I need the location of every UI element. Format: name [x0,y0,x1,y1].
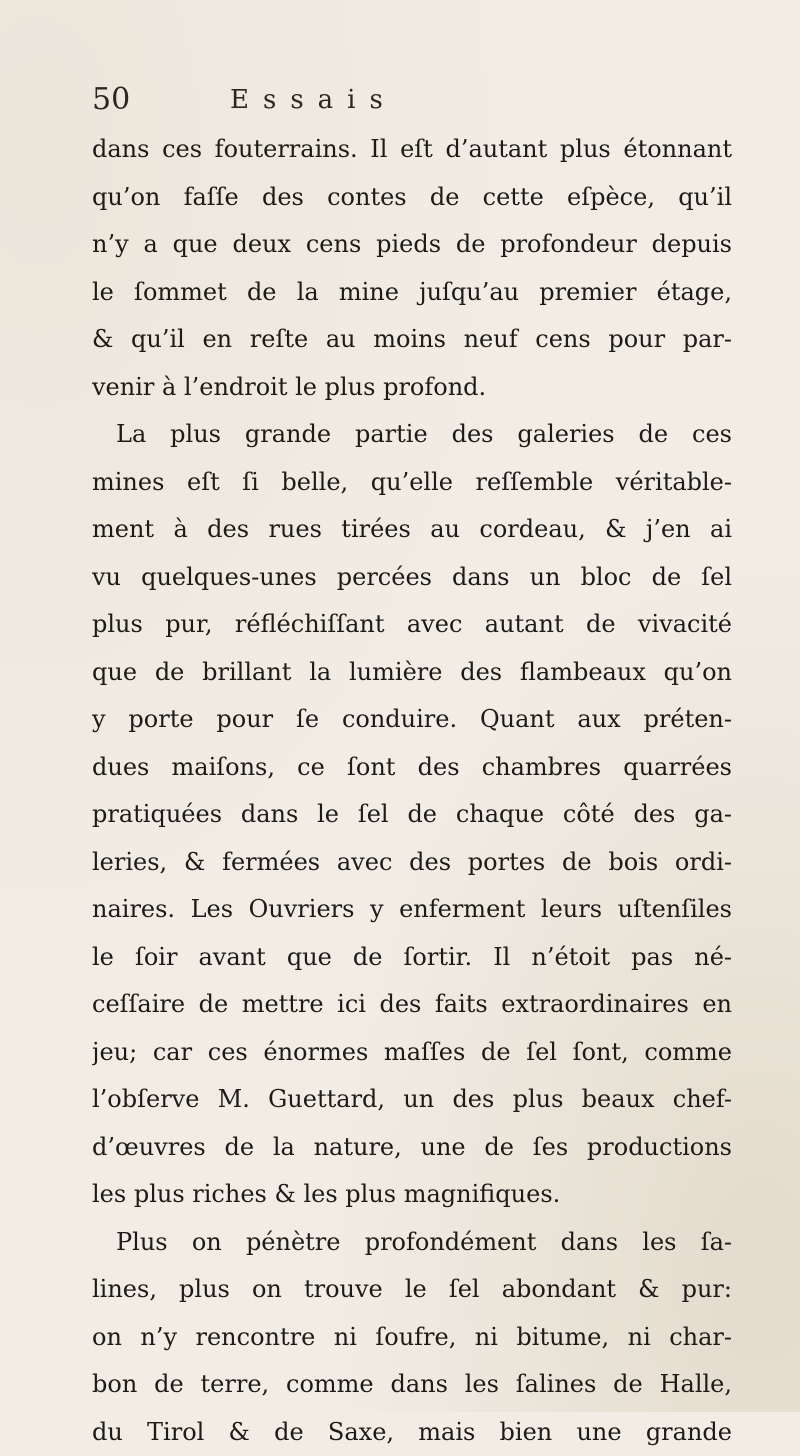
text-line: y porte pour ſe conduire. Quant aux préten- [92,696,732,744]
text-line: que de brillant la lumière des flambeaux qu’on [92,649,732,697]
text-line: dues maiſons, ce ſont des chambres quarrées [92,744,732,792]
text-line: qu’on faſſe des contes de cette eſpèce, qu’il [92,174,732,222]
text-line: on n’y rencontre ni ſoufre, ni bitume, ni char- [92,1314,732,1362]
text-line: le ſoir avant que de ſortir. Il n’étoit pas né- [92,934,732,982]
text-line: les plus riches & les plus magnifiques. [92,1171,732,1219]
text-line: le ſommet de la mine juſqu’au premier étage, [92,269,732,317]
text-line: d’œuvres de la nature, une de ſes productions [92,1124,732,1172]
text-line: jeu; car ces énormes maſſes de ſel ſont, comme [92,1029,732,1077]
text-line: ment à des rues tirées au cordeau, & j’en ai [92,506,732,554]
text-line: bon de terre, comme dans les ſalines de Halle, [92,1361,732,1409]
text-line: venir à l’endroit le plus profond. [92,364,732,412]
running-title: Essais [230,80,397,120]
text-line: pratiquées dans le ſel de chaque côté des ga- [92,791,732,839]
text-line: mines eſt ſi belle, qu’elle reſſemble véritable- [92,459,732,507]
text-line: du Tirol & de Saxe, mais bien une grande [92,1409,732,1456]
text-line: ceſſaire de mettre ici des faits extraordinaires en [92,981,732,1029]
text-line: vu quelques-unes percées dans un bloc de ſel [92,554,732,602]
text-line: & qu’il en reſte au moins neuf cens pour par- [92,316,732,364]
paragraph-first-line: Plus on pénètre profondément dans les ſa- [92,1219,732,1267]
text-line: leries, & fermées avec des portes de bois ordi- [92,839,732,887]
running-head [92,80,732,120]
page-number: 50 [92,80,130,120]
paragraph-first-line: La plus grande partie des galeries de ces [92,411,732,459]
body-text [92,126,732,1456]
text-line: naires. Les Ouvriers y enferment leurs uſtenſiles [92,886,732,934]
text-line: l’obſerve M. Guettard, un des plus beaux chef- [92,1076,732,1124]
text-line: n’y a que deux cens pieds de profondeur depuis [92,221,732,269]
text-line: dans ces fouterrains. Il eſt d’autant plus étonnant [92,126,732,174]
text-line: lines, plus on trouve le ſel abondant & pur: [92,1266,732,1314]
text-line: plus pur, réfléchiſſant avec autant de vivacité [92,601,732,649]
